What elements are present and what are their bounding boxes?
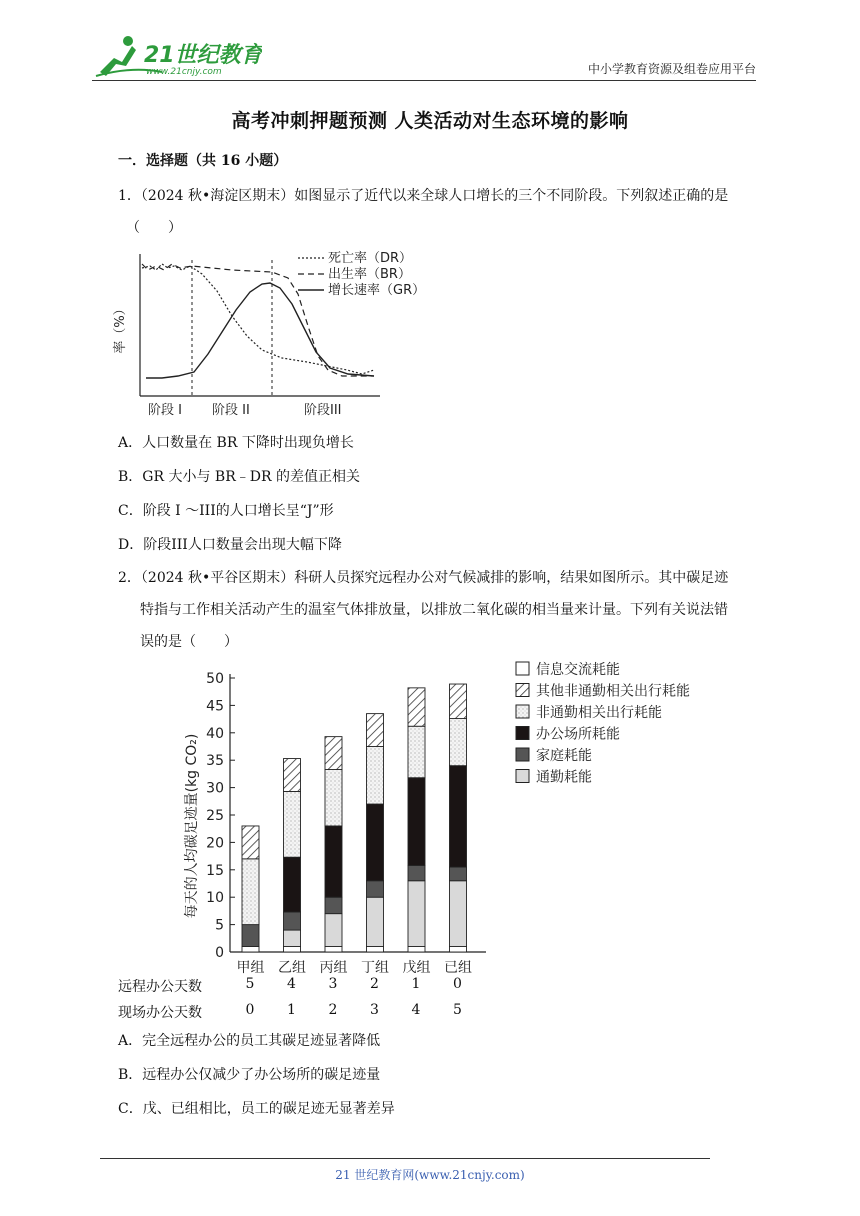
y-tick-label: 25 <box>206 808 224 824</box>
legend-label: 非通勤相关出行耗能 <box>536 705 662 721</box>
remote-days-value: 1 <box>411 976 421 992</box>
onsite-days-value: 1 <box>287 1002 296 1018</box>
section-heading: 一．选择题（共 16 小题） <box>118 153 288 169</box>
y-tick-label: 20 <box>206 835 224 852</box>
site-logo <box>92 32 262 82</box>
bar-segment <box>450 947 467 952</box>
x-category-label: 已组 <box>444 960 472 976</box>
header-divider <box>92 80 756 81</box>
q1-option-c: C．阶段 I ～III的人口增长呈“J”形 <box>118 503 334 519</box>
y-tick-label: 35 <box>206 753 224 770</box>
bar-segment <box>284 930 301 946</box>
bar-segment <box>284 947 301 952</box>
footer-text: 21 世纪教育网(www.21cnjy.com) <box>335 1168 525 1182</box>
y-tick-label: 15 <box>206 862 224 879</box>
logo-text: 21世纪教育 <box>144 43 262 68</box>
bar-segment <box>367 881 384 897</box>
legend-label: 其他非通勤相关出行耗能 <box>536 683 690 700</box>
carbon-footprint-chart <box>110 656 720 1022</box>
legend-label: 通勤耗能 <box>536 769 592 786</box>
chart1-legend <box>298 251 425 298</box>
bar-segment <box>325 914 342 947</box>
header-platform-text: 中小学教育资源及组卷应用平台 <box>587 62 756 76</box>
stage-label-3: 阶段III <box>304 403 342 418</box>
legend-label: 信息交流耗能 <box>536 662 620 678</box>
stage-label-1: 阶段 I <box>148 403 182 418</box>
x-category-label: 丙组 <box>319 960 348 976</box>
y-tick-label: 10 <box>206 890 224 907</box>
bar-segment <box>325 770 342 826</box>
onsite-days-value: 0 <box>245 1002 255 1018</box>
q1-stem-line1: 1．（2024 秋•海淀区期末）如图显示了近代以来全球人口增长的三个不同阶段。下列叙述正确的是 <box>118 188 729 204</box>
y-tick-label: 5 <box>215 917 224 934</box>
chart2-y-label: 每天的人均碳足迹量(kg CO₂) <box>184 733 200 919</box>
chart1-y-label: 率（%） <box>113 302 128 354</box>
bar-segment <box>325 737 342 770</box>
onsite-days-value: 4 <box>411 1002 421 1018</box>
legend-swatch <box>516 705 529 718</box>
legend-swatch <box>516 727 529 740</box>
q1-option-b: B．GR 大小与 BR﹣DR 的差值正相关 <box>118 469 360 485</box>
bar-segment <box>367 897 384 946</box>
legend-label: 家庭耗能 <box>536 748 592 764</box>
legend-swatch <box>516 770 529 783</box>
q2-option-c: C．戊、已组相比，员工的碳足迹无显著差异 <box>118 1101 395 1117</box>
remote-days-value: 2 <box>370 976 379 992</box>
remote-days-value: 0 <box>453 976 462 992</box>
row-label-remote-days: 远程办公天数 <box>118 979 202 995</box>
bar-segment <box>408 881 425 947</box>
bar-segment <box>284 912 301 930</box>
y-tick-label: 30 <box>206 780 224 797</box>
onsite-days-value: 2 <box>328 1002 338 1018</box>
bar-segment <box>325 826 342 897</box>
bar-segment <box>408 778 425 866</box>
x-category-label: 丁组 <box>361 960 389 976</box>
remote-days-value: 4 <box>287 976 296 992</box>
page-title: 高考冲刺押题预测 人类活动对生态环境的影响 <box>231 110 629 132</box>
remote-days-value: 3 <box>328 976 338 992</box>
bar-segment <box>242 947 259 952</box>
legend-label-dr: 死亡率（DR） <box>328 251 413 266</box>
bar-segment <box>450 766 467 867</box>
bar-segment <box>450 881 467 947</box>
bar-segment <box>450 684 467 719</box>
bar-segment <box>284 857 301 912</box>
q2-stem-line1: 2．（2024 秋•平谷区期末）科研人员探究远程办公对气候减排的影响，结果如图所示。其中碳足迹 <box>118 570 729 586</box>
row-label-onsite-days: 现场办公天数 <box>118 1005 202 1021</box>
legend-swatch <box>516 684 529 697</box>
bar-segment <box>408 688 425 726</box>
q1-option-a: A．人口数量在 BR 下降时出现负增长 <box>118 435 354 451</box>
legend-label: 办公场所耗能 <box>536 726 620 743</box>
remote-days-value: 5 <box>245 976 255 992</box>
onsite-days-value: 3 <box>370 1002 379 1018</box>
q2-option-b: B．远程办公仅减少了办公场所的碳足迹量 <box>118 1067 381 1083</box>
logo-subtext: www.21cnjy.com <box>146 67 222 77</box>
y-tick-label: 50 <box>206 671 224 687</box>
stage-label-2: 阶段 II <box>212 403 250 418</box>
bar-segment <box>284 791 301 857</box>
legend-swatch <box>516 748 529 761</box>
bar-segment <box>367 714 384 747</box>
legend-label-br: 出生率（BR） <box>328 267 411 282</box>
x-category-label: 甲组 <box>236 960 265 976</box>
q2-option-a: A．完全远程办公的员工其碳足迹显著降低 <box>118 1033 381 1049</box>
bar-segment <box>242 925 259 947</box>
bar-segment <box>242 826 259 859</box>
y-tick-label: 0 <box>215 945 224 961</box>
q2-stem-line2: 特指与工作相关活动产生的温室气体排放量，以排放二氧化碳的相当量来计量。下列有关说法错 <box>140 602 728 618</box>
bar-segment <box>408 947 425 952</box>
bar-segment <box>450 867 467 881</box>
bar-segment <box>367 747 384 805</box>
bar-segment <box>325 897 342 913</box>
y-tick-label: 40 <box>206 725 224 742</box>
y-tick-label: 45 <box>206 698 224 715</box>
bar-segment <box>325 947 342 952</box>
population-growth-chart <box>112 246 442 420</box>
onsite-days-value: 5 <box>453 1002 462 1018</box>
legend-swatch <box>516 662 529 675</box>
x-category-label: 戊组 <box>402 960 431 976</box>
q2-stem-line3: 误的是（ ） <box>140 634 238 650</box>
bar-segment <box>367 804 384 881</box>
bar-segment <box>408 865 425 880</box>
x-category-label: 乙组 <box>278 960 306 976</box>
footer-divider <box>100 1158 710 1159</box>
q1-option-d: D．阶段III人口数量会出现大幅下降 <box>118 537 342 553</box>
bar-segment <box>408 726 425 778</box>
bar-segment <box>450 719 467 766</box>
legend-label-gr: 增长速率（GR） <box>328 283 426 298</box>
bar-segment <box>367 947 384 952</box>
q1-stem-line2: （ ） <box>126 220 182 236</box>
bar-segment <box>242 859 259 925</box>
bar-segment <box>284 759 301 792</box>
